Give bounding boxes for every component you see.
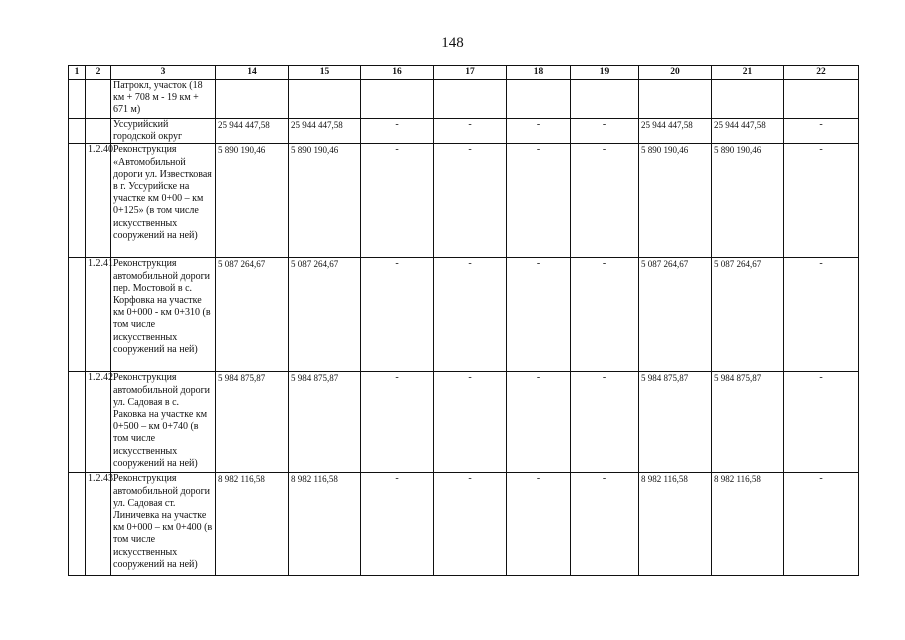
value-cell-15: [289, 80, 361, 119]
value-cell-19: [571, 80, 639, 119]
value-cell-16: -: [361, 372, 434, 473]
row-number-cell: [69, 258, 86, 372]
column-header: 2: [86, 66, 111, 80]
item-name-cell: Уссурийский городской округ: [111, 119, 216, 144]
value-cell-14: [216, 80, 289, 119]
item-code-cell: 1.2.43.: [86, 473, 111, 576]
value-cell-22: -: [784, 473, 859, 576]
value-cell-15: 5 984 875,87: [289, 372, 361, 473]
value-cell-19: -: [571, 372, 639, 473]
row-number-cell: [69, 372, 86, 473]
column-header: 3: [111, 66, 216, 80]
value-cell-17: -: [434, 372, 507, 473]
value-cell-18: -: [507, 473, 571, 576]
value-cell-18: -: [507, 372, 571, 473]
value-cell-16: -: [361, 144, 434, 258]
value-cell-14: 8 982 116,58: [216, 473, 289, 576]
value-cell-17: -: [434, 258, 507, 372]
table-row: [69, 119, 859, 144]
item-code-cell: 1.2.42.: [86, 372, 111, 473]
page-number: 148: [441, 35, 464, 51]
row-number-cell: [69, 80, 86, 119]
table-row: [69, 473, 859, 576]
value-cell-20: 5 087 264,67: [639, 258, 712, 372]
item-code-cell: [86, 119, 111, 144]
row-number-cell: [69, 473, 86, 576]
value-cell-20: 5 984 875,87: [639, 372, 712, 473]
item-name-cell: Реконструкция «Автомобильной дороги ул. Известковая в г. Уссурийске на участке км 0+00 – км 0+125» (в том числе искусственных сооружений на ней): [111, 144, 216, 258]
value-cell-19: -: [571, 258, 639, 372]
column-header: 16: [361, 66, 434, 80]
column-header: 1: [69, 66, 86, 80]
item-code-cell: [86, 80, 111, 119]
value-cell-21: [712, 80, 784, 119]
value-cell-16: [361, 80, 434, 119]
value-cell-21: 8 982 116,58: [712, 473, 784, 576]
value-cell-14: 5 984 875,87: [216, 372, 289, 473]
value-cell-17: [434, 80, 507, 119]
header-row: [69, 66, 859, 80]
row-number-cell: [69, 119, 86, 144]
item-name-cell: Патрокл, участок (18 км + 708 м - 19 км + 671 м): [111, 80, 216, 119]
value-cell-22: -: [784, 119, 859, 144]
value-cell-22: -: [784, 372, 859, 473]
value-cell-16: -: [361, 119, 434, 144]
column-header: 20: [639, 66, 712, 80]
value-cell-15: 8 982 116,58: [289, 473, 361, 576]
value-cell-18: -: [507, 258, 571, 372]
value-cell-22: -: [784, 258, 859, 372]
value-cell-15: 25 944 447,58: [289, 119, 361, 144]
value-cell-21: 5 984 875,87: [712, 372, 784, 473]
item-name-cell: Реконструкция автомобильной дороги пер. Мостовой в с. Корфовка на участке км 0+000 - км 0+310 (в том числе искусственных сооружений на ней): [111, 258, 216, 372]
value-cell-14: 25 944 447,58: [216, 119, 289, 144]
value-cell-19: -: [571, 473, 639, 576]
value-cell-15: 5 087 264,67: [289, 258, 361, 372]
value-cell-20: 8 982 116,58: [639, 473, 712, 576]
item-code-cell: 1.2.41.: [86, 258, 111, 372]
value-cell-21: 5 087 264,67: [712, 258, 784, 372]
table-row: [69, 372, 859, 473]
value-cell-17: -: [434, 473, 507, 576]
value-cell-16: -: [361, 473, 434, 576]
column-header: 14: [216, 66, 289, 80]
value-cell-21: 25 944 447,58: [712, 119, 784, 144]
value-cell-20: 5 890 190,46: [639, 144, 712, 258]
table-row: [69, 144, 859, 258]
row-number-cell: [69, 144, 86, 258]
column-header: 21: [712, 66, 784, 80]
value-cell-14: 5 890 190,46: [216, 144, 289, 258]
value-cell-18: -: [507, 144, 571, 258]
value-cell-15: 5 890 190,46: [289, 144, 361, 258]
value-cell-18: -: [507, 119, 571, 144]
value-cell-17: -: [434, 119, 507, 144]
value-cell-16: -: [361, 258, 434, 372]
column-header: 15: [289, 66, 361, 80]
value-cell-21: 5 890 190,46: [712, 144, 784, 258]
value-cell-20: [639, 80, 712, 119]
budget-table: [68, 65, 859, 576]
value-cell-14: 5 087 264,67: [216, 258, 289, 372]
column-header: 17: [434, 66, 507, 80]
item-name-cell: Реконструкция автомобильной дороги ул. Садовая ст. Линичевка на участке км 0+000 – км 0+400 (в том числе искусственных сооружений на ней): [111, 473, 216, 576]
item-name-cell: Реконструкция автомобильной дороги ул. Садовая в с. Раковка на участке км 0+500 – км 0+740 (в том числе искусственных сооружений на ней): [111, 372, 216, 473]
value-cell-20: 25 944 447,58: [639, 119, 712, 144]
value-cell-17: -: [434, 144, 507, 258]
column-header: 22: [784, 66, 859, 80]
value-cell-19: -: [571, 119, 639, 144]
item-code-cell: 1.2.40.: [86, 144, 111, 258]
value-cell-19: -: [571, 144, 639, 258]
table-row: [69, 80, 859, 119]
value-cell-22: -: [784, 144, 859, 258]
column-header: 19: [571, 66, 639, 80]
column-header: 18: [507, 66, 571, 80]
table-row: [69, 258, 859, 372]
value-cell-18: [507, 80, 571, 119]
value-cell-22: [784, 80, 859, 119]
